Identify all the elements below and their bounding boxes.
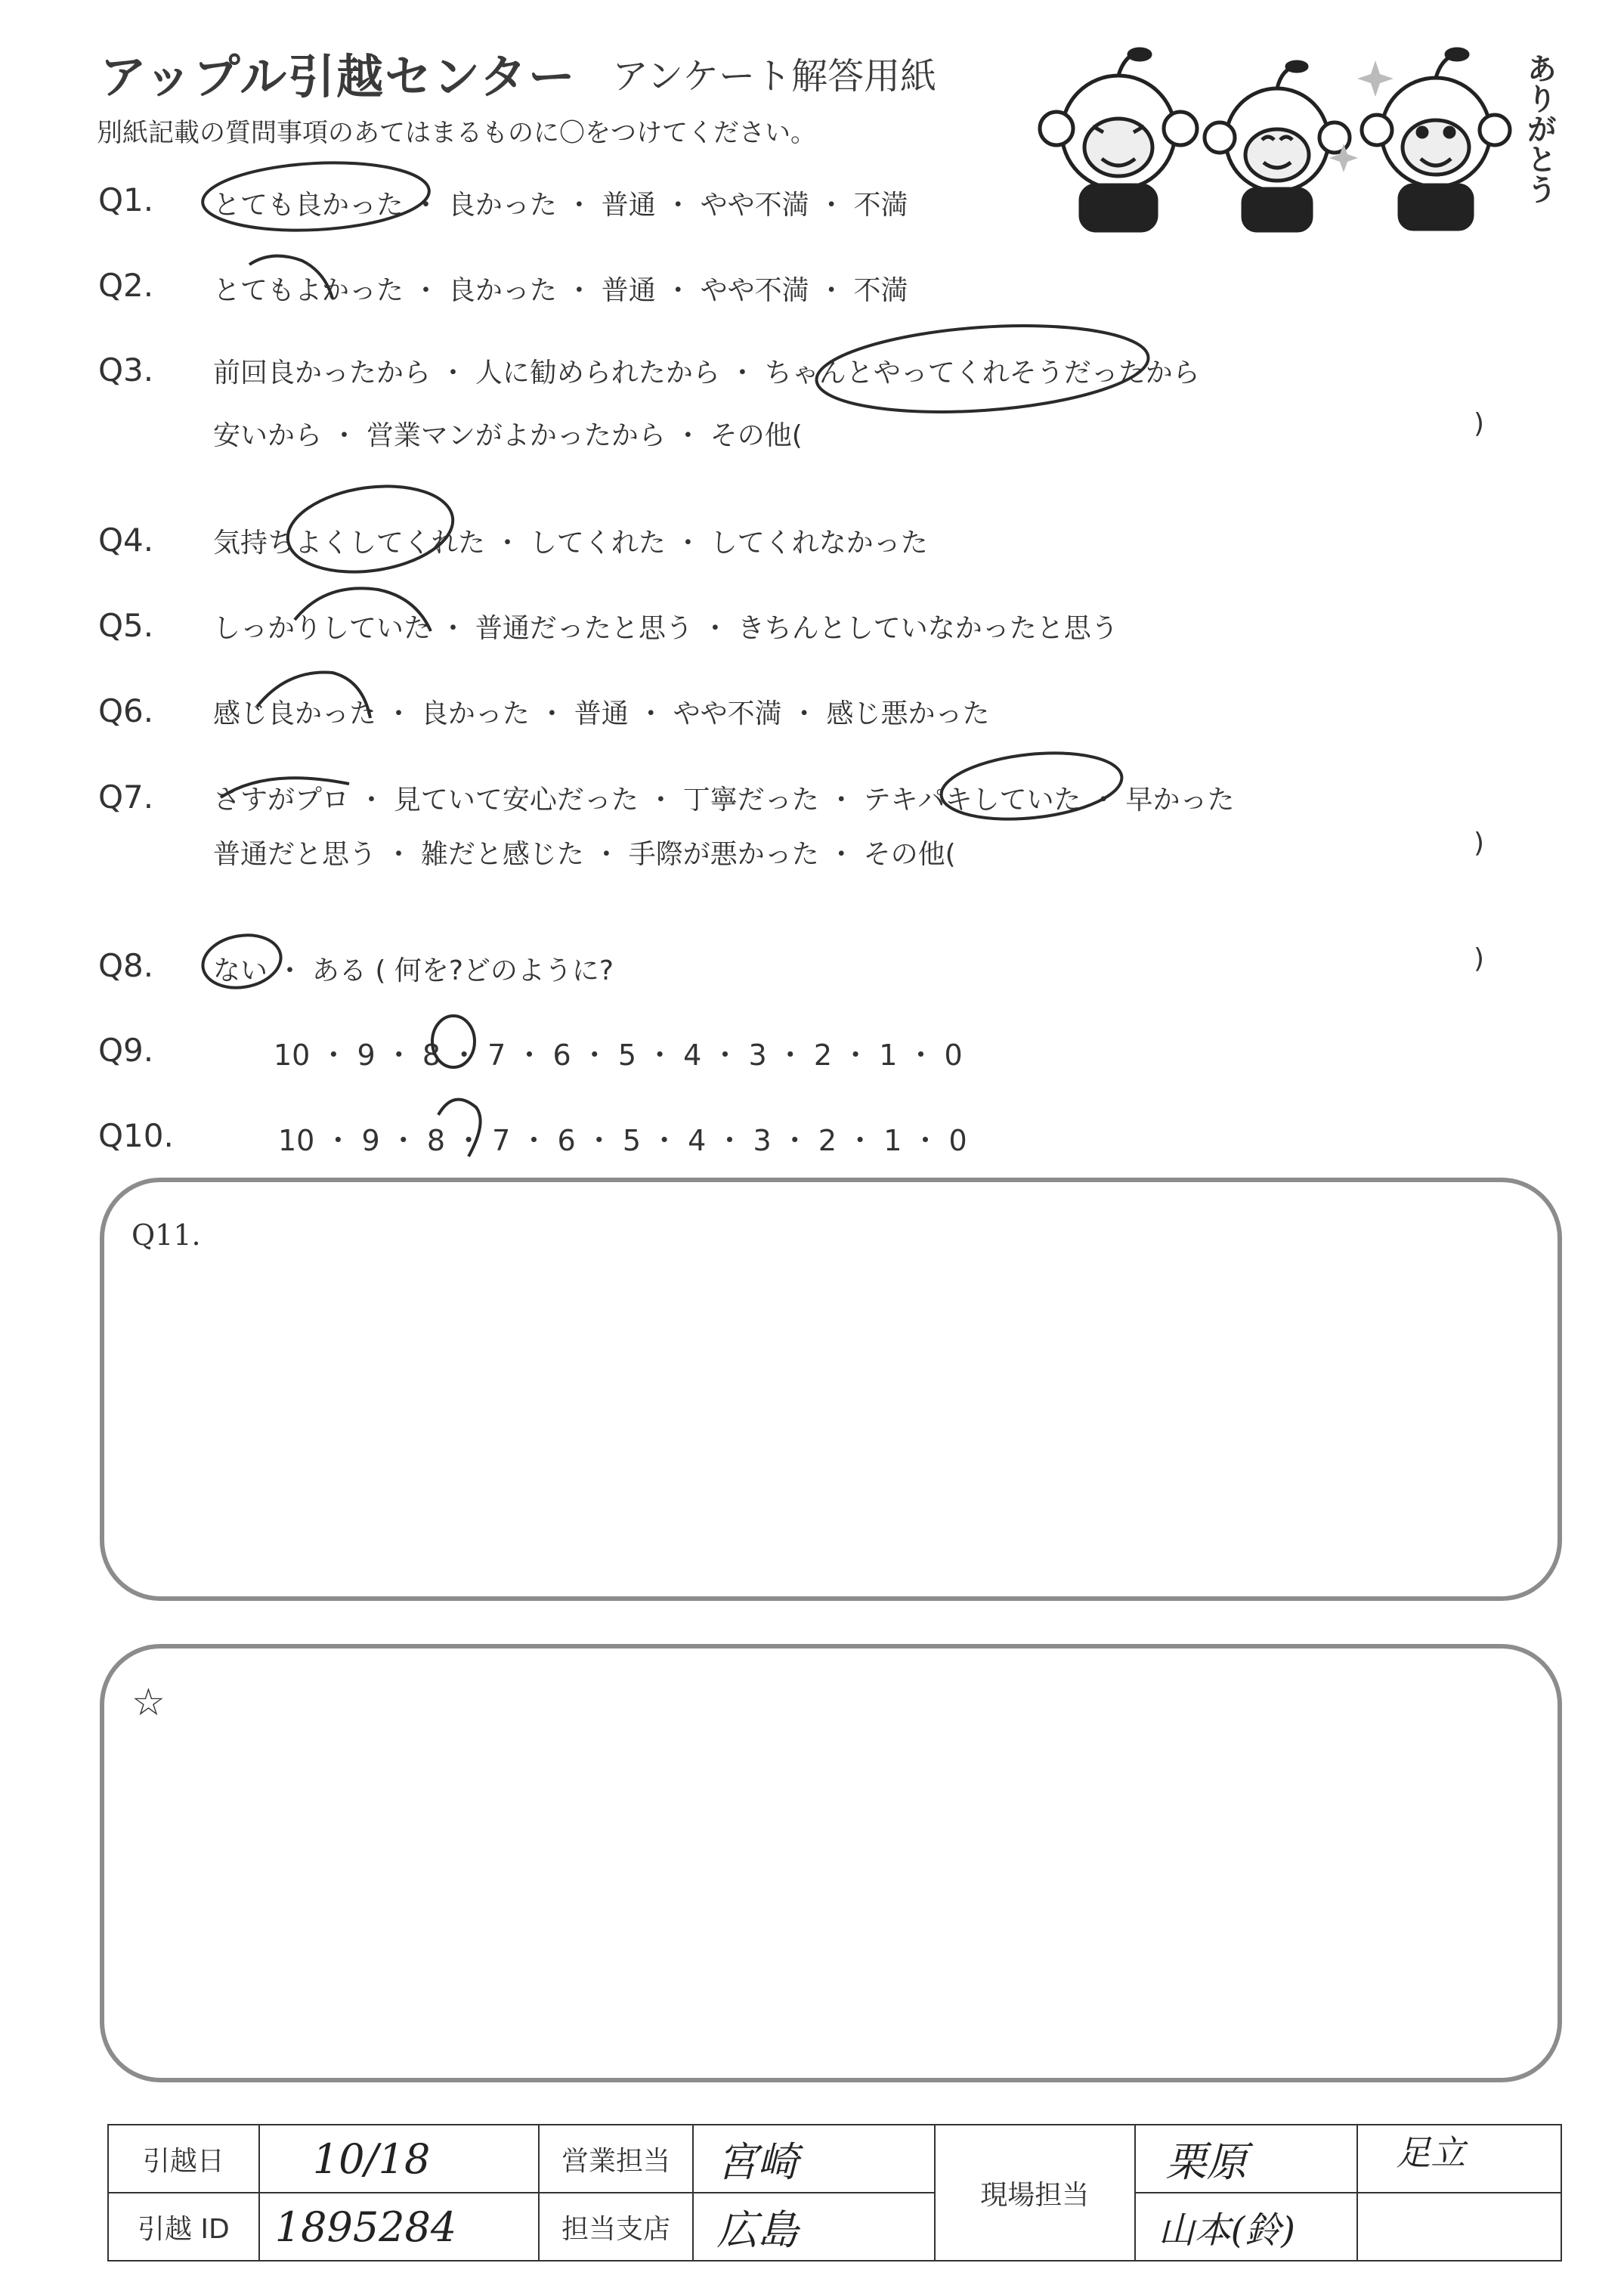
q7-options-line2[interactable]: 普通だと思う ・ 雑だと感じた ・ 手際が悪かった ・ その他( (213, 839, 956, 870)
branch-value (693, 2193, 935, 2261)
q5-options[interactable]: しっかりしていた ・ 普通だったと思う ・ きちんとしていなかったと思う (213, 613, 1118, 644)
branch-label: 担当支店 (539, 2193, 694, 2261)
q3-answer-circle (814, 316, 1152, 422)
q3-options-line1[interactable]: 前回良かったから ・ 人に勧められたから ・ ちゃんとやってくれそうだったから (213, 358, 1200, 389)
q3-close-paren: ) (1474, 408, 1485, 439)
site-rep-value-1 (1135, 2125, 1358, 2193)
q10-answer-mark (438, 1100, 481, 1156)
q9-label: Q9. (98, 1032, 154, 1069)
site-rep-handwriting-1: 栗原 (1165, 2138, 1248, 2186)
star-icon: ☆ (131, 1680, 165, 1724)
q7-answer-mark-1 (221, 778, 349, 797)
form-title: アンケート解答用紙 (612, 55, 937, 98)
sales-rep-label: 営業担当 (539, 2125, 694, 2193)
q8-close-paren: ) (1474, 943, 1485, 974)
q8-answer-circle (199, 929, 285, 993)
move-date-label: 引越日 (108, 2125, 259, 2193)
q4-options[interactable]: 気持ちよくしてくれた ・ してくれた ・ してくれなかった (213, 528, 928, 559)
branch-handwriting: 広島 (716, 2206, 799, 2254)
company-name: アップル引越センター (100, 49, 577, 104)
site-rep-empty-cell (1357, 2193, 1561, 2261)
q7-answer-circle-2 (938, 745, 1124, 828)
sales-rep-value (693, 2125, 935, 2193)
q2-answer-mark (249, 256, 333, 299)
info-table (107, 2124, 1562, 2261)
site-rep-value-3 (1357, 2125, 1561, 2193)
q6-options[interactable]: 感じ良かった ・ 良かった ・ 普通 ・ やや不満 ・ 感じ悪かった (213, 698, 990, 729)
q1-options[interactable]: とても良かった ・ 良かった ・ 普通 ・ やや不満 ・ 不満 (213, 190, 908, 221)
q2-label: Q2. (98, 267, 154, 304)
q7-label: Q7. (98, 779, 154, 816)
star-comment-box[interactable] (100, 1644, 1562, 2082)
q11-box-label: Q11. (131, 1218, 201, 1252)
q9-answer-circle (432, 1016, 475, 1067)
q3-label: Q3. (98, 351, 154, 389)
q7-options-line1[interactable]: さすがプロ ・ 見ていて安心だった ・ 丁寧だった ・ テキパキしていた ・ 早かった (213, 785, 1235, 816)
site-rep-label: 現場担当 (935, 2125, 1135, 2261)
q6-label: Q6. (98, 692, 154, 729)
q7-close-paren: ) (1474, 828, 1485, 859)
q5-label: Q5. (98, 607, 154, 644)
q1-answer-circle (201, 157, 431, 236)
q4-answer-circle (282, 476, 458, 582)
move-id-label: 引越 ID (108, 2193, 259, 2261)
site-rep-value-2 (1135, 2193, 1358, 2261)
q3-options-line2[interactable]: 安いから ・ 営業マンがよかったから ・ その他( (213, 420, 803, 451)
move-date-handwriting: 10/18 (312, 2135, 431, 2183)
q6-answer-mark (257, 673, 370, 718)
move-date-value (259, 2125, 539, 2193)
q10-label: Q10. (98, 1117, 174, 1154)
instruction-text: 別紙記載の質問事項のあてはまるものに〇をつけてください。 (97, 118, 816, 148)
site-rep-handwriting-2: 山本(鈴) (1158, 2209, 1296, 2252)
move-id-handwriting: 1895284 (274, 2203, 457, 2251)
q8-options[interactable]: ない ・ ある ( 何を?どのように? (213, 955, 614, 986)
mascot-caption: ありがとう (1522, 53, 1557, 204)
q8-label: Q8. (98, 947, 154, 984)
q11-comment-box[interactable] (100, 1178, 1562, 1601)
q9-scale[interactable]: 10 ・ 9 ・ 8 ・ 7 ・ 6 ・ 5 ・ 4 ・ 3 ・ 2 ・ 1 ・ 0 (274, 1039, 963, 1072)
q5-answer-mark (295, 588, 431, 631)
q10-scale[interactable]: 10 ・ 9 ・ 8 ・ 7 ・ 6 ・ 5 ・ 4 ・ 3 ・ 2 ・ 1 ・ 0 (278, 1124, 967, 1157)
q1-label: Q1. (98, 181, 154, 218)
q2-options[interactable]: とてもよかった ・ 良かった ・ 普通 ・ やや不満 ・ 不満 (213, 275, 908, 306)
sales-rep-handwriting: 宮崎 (716, 2138, 799, 2186)
move-id-value (259, 2193, 539, 2261)
site-rep-handwriting-3: 足立 (1396, 2132, 1466, 2173)
q4-label: Q4. (98, 522, 154, 559)
